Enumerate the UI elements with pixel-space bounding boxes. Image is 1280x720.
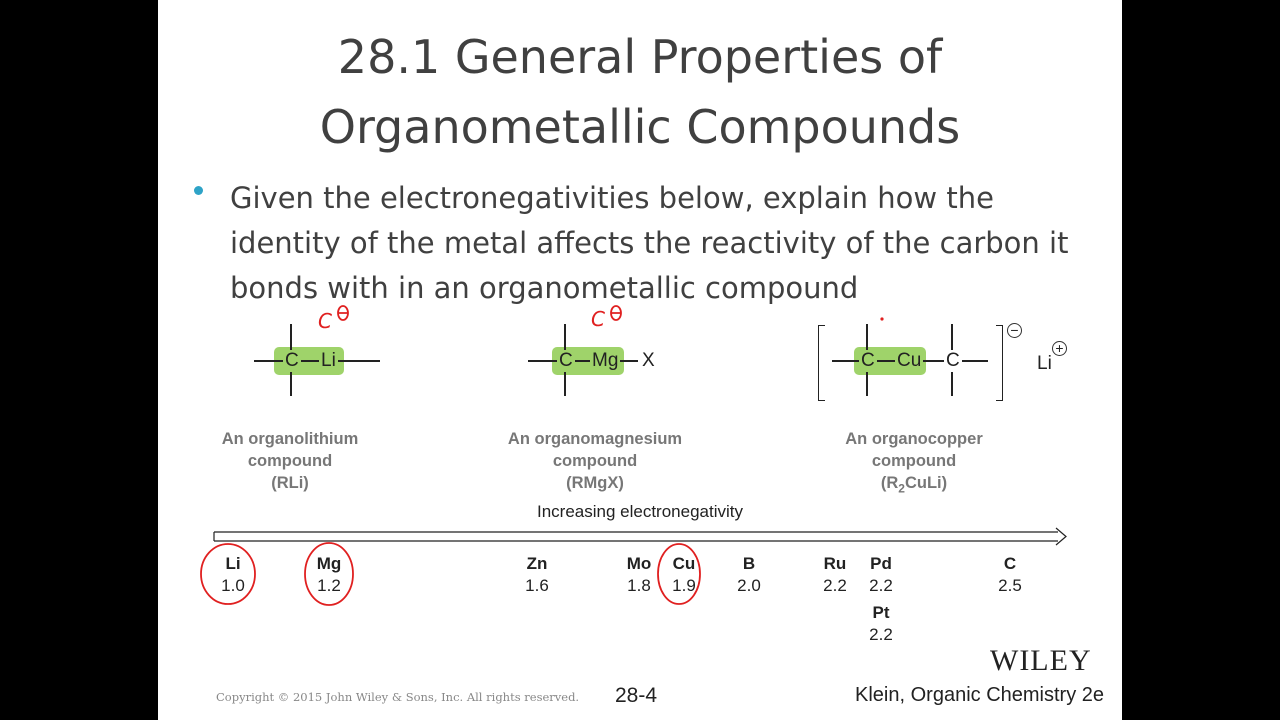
element-mg: Mg 1.2 xyxy=(316,554,342,595)
element-zn: Zn 1.6 xyxy=(525,554,549,595)
element-mo: Mo 1.8 xyxy=(626,554,652,595)
element-li: Li 1.0 xyxy=(221,554,245,595)
atom-c: C xyxy=(946,350,960,371)
circle-li-annotation xyxy=(201,544,255,604)
element-c: C 2.5 xyxy=(998,554,1022,595)
title-line-2: Organometallic Compounds xyxy=(319,100,961,154)
atom-mg: Mg xyxy=(592,350,619,371)
element-pt: Pt 2.2 xyxy=(869,603,893,644)
wiley-logo: WILEY xyxy=(990,644,1092,677)
element-b: B 2.0 xyxy=(737,554,761,595)
copyright-text: Copyright © 2015 John Wiley & Sons, Inc. All rights reserved. xyxy=(216,690,580,704)
annotation-note-2: C xyxy=(591,307,605,331)
element-cu: Cu 1.9 xyxy=(672,554,696,595)
atom-cu: Cu xyxy=(897,350,922,371)
atom-c: C xyxy=(559,350,573,371)
atom-c: C xyxy=(861,350,875,371)
atom-x: X xyxy=(642,350,655,371)
title-line-1: 28.1 General Properties of xyxy=(337,30,943,84)
positive-charge-icon: + xyxy=(1052,341,1067,356)
negative-charge-icon: − xyxy=(1007,323,1022,338)
circle-mg-annotation xyxy=(305,543,353,605)
bullet-text: Given the electronegativities below, explain how the identity of the metal affects the reactivity of the carbon it bonds with in an organometallic compound xyxy=(230,181,1069,305)
atom-li: Li xyxy=(321,350,336,371)
organocopper-caption: An organocopper compound $(R_2CuLi)$ xyxy=(814,428,1014,499)
annotation-note-1: C xyxy=(318,309,332,333)
citation-text: Klein, Organic Chemistry 2e xyxy=(855,684,1104,706)
arrow-label: Increasing electronegativity xyxy=(536,502,743,521)
organocopper-formula: $(R_2CuLi)$ xyxy=(880,474,948,496)
organolithium-caption: An organolithium compound (RLi) xyxy=(221,430,359,492)
slide xyxy=(158,0,1122,720)
page-number: 28-4 xyxy=(615,684,658,707)
element-pd: Pd 2.2 xyxy=(869,554,893,595)
ink-annotations xyxy=(158,0,1122,720)
organomagnesium-caption: An organomagnesium compound (RMgX) xyxy=(507,430,683,492)
circle-cu-annotation xyxy=(658,544,700,604)
element-ru: Ru 2.2 xyxy=(823,554,847,595)
atom-c: C xyxy=(285,350,299,371)
atom-li: Li xyxy=(1037,353,1052,374)
